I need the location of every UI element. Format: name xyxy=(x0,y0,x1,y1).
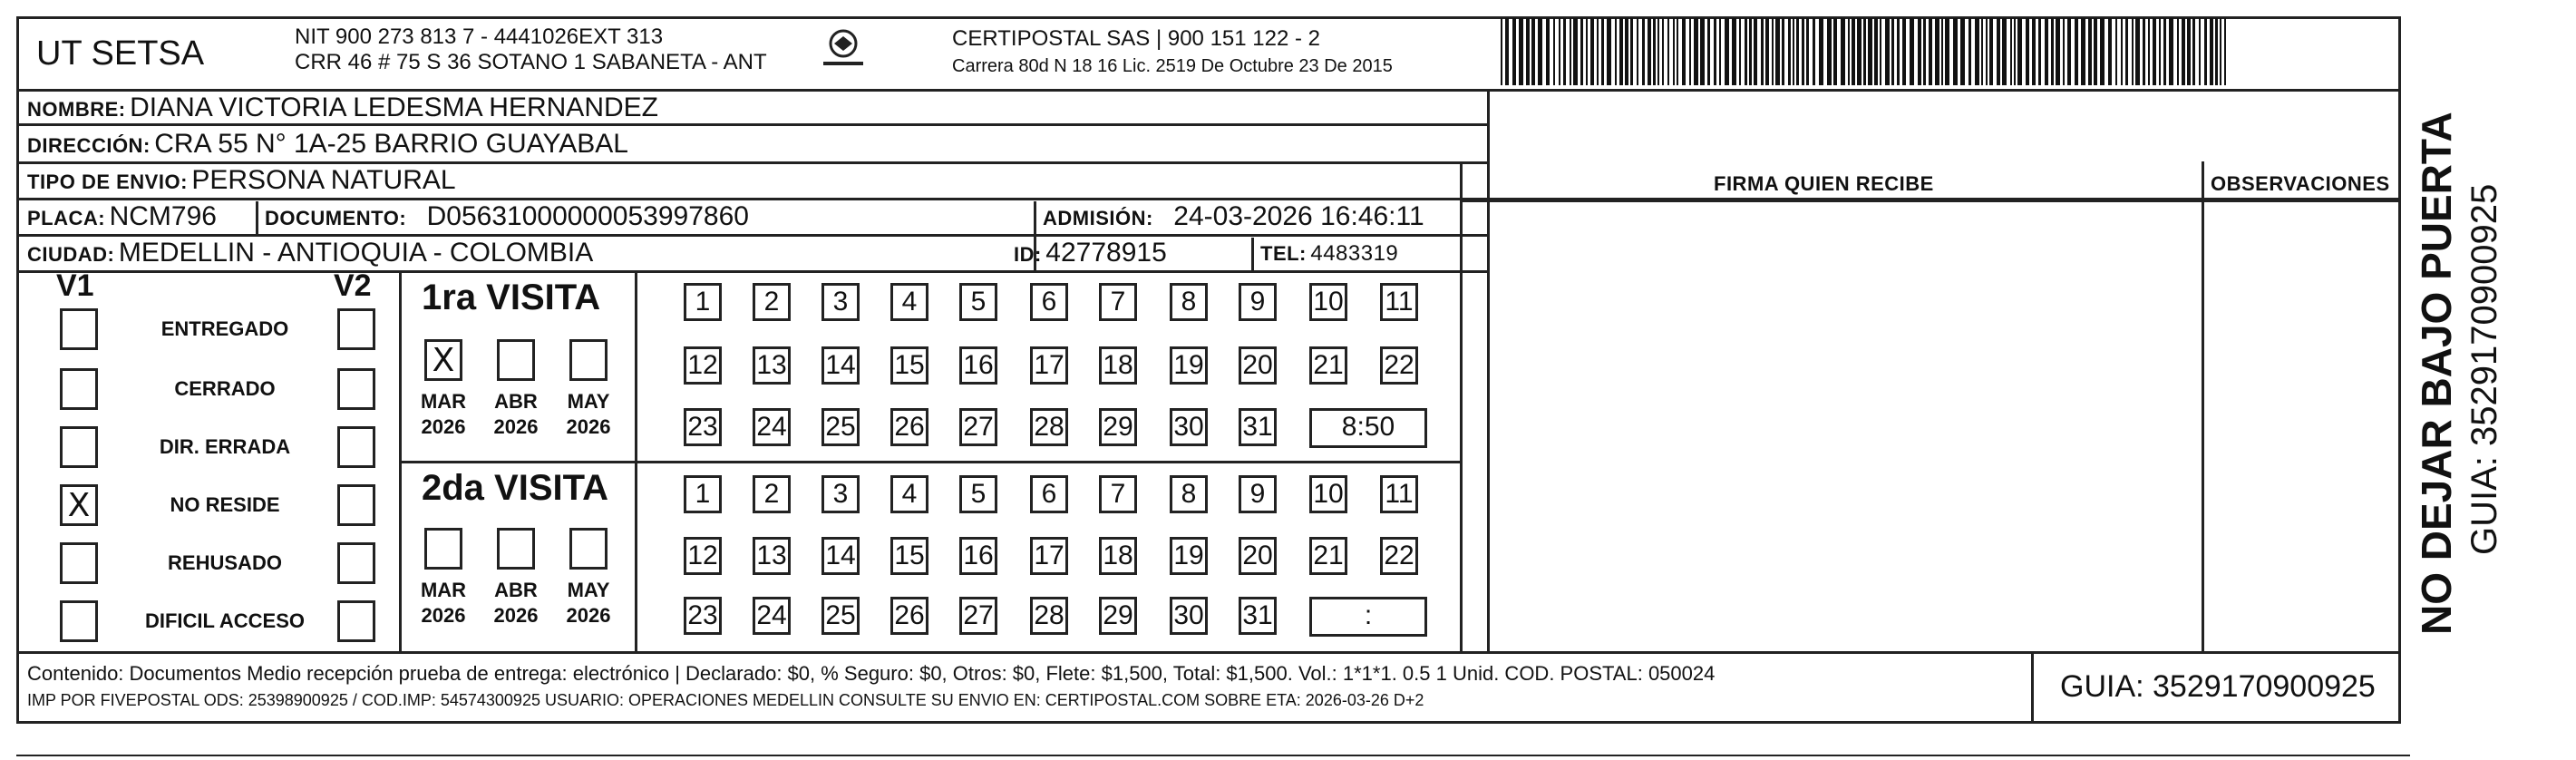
visit1-day-box[interactable]: 20 xyxy=(1239,346,1277,385)
visit2-year-label: 2026 xyxy=(421,604,466,627)
visit1-day-box[interactable]: 25 xyxy=(821,408,860,446)
v1-checkbox[interactable] xyxy=(60,542,98,584)
visit1-day-box[interactable]: 26 xyxy=(890,408,928,446)
visit2-day-box[interactable]: 28 xyxy=(1030,597,1068,635)
visit2-day-box[interactable]: 16 xyxy=(959,537,997,575)
visit2-day-box[interactable]: 15 xyxy=(890,537,928,575)
visit1-day-box[interactable]: 3 xyxy=(821,283,860,321)
visit2-day-box[interactable]: 8 xyxy=(1170,475,1208,513)
visit1-day-box[interactable]: 27 xyxy=(959,408,997,446)
certipostal-logo-icon xyxy=(816,27,870,73)
v1-label: V1 xyxy=(56,268,94,303)
visit1-month-label: MAR xyxy=(420,390,467,413)
visit2-title: 2da VISITA xyxy=(422,468,608,508)
v1-checkbox[interactable] xyxy=(60,426,98,468)
visit1-day-box[interactable]: 28 xyxy=(1030,408,1068,446)
visit2-day-box[interactable]: 31 xyxy=(1239,597,1277,635)
v2-checkbox[interactable] xyxy=(337,308,375,350)
visit2-day-box[interactable]: 14 xyxy=(821,537,860,575)
footer-guia: GUIA: 3529170900925 xyxy=(2060,669,2376,704)
visit1-day-box[interactable]: 30 xyxy=(1170,408,1208,446)
visit1-day-box[interactable]: 8 xyxy=(1170,283,1208,321)
visit2-day-box[interactable]: 29 xyxy=(1099,597,1137,635)
visit2-day-box[interactable]: 12 xyxy=(684,537,722,575)
signature-area[interactable] xyxy=(1463,203,2200,649)
visit2-year-label: 2026 xyxy=(566,604,611,627)
visit2-month-checkbox[interactable] xyxy=(497,528,535,570)
visit1-month-checkbox[interactable] xyxy=(569,339,608,381)
recipient-address: DIRECCIÓN: CRA 55 N° 1A-25 BARRIO GUAYABAL xyxy=(27,129,628,159)
v2-checkbox[interactable] xyxy=(337,484,375,526)
visit1-month-label: MAY xyxy=(567,390,610,413)
visit1-title: 1ra VISITA xyxy=(422,278,601,317)
visit2-month-label: MAY xyxy=(567,579,610,601)
visit2-day-box[interactable]: 1 xyxy=(684,475,722,513)
v2-checkbox[interactable] xyxy=(337,368,375,410)
shipment-type: TIPO DE ENVIO: PERSONA NATURAL xyxy=(27,165,456,195)
visit2-month-checkbox[interactable] xyxy=(569,528,608,570)
visit2-time-field[interactable]: : xyxy=(1309,597,1427,637)
plate: PLACA: NCM796 xyxy=(27,201,217,231)
status-label: DIFICIL ACCESO xyxy=(144,609,305,632)
visit2-day-box[interactable]: 27 xyxy=(959,597,997,635)
status-label: DIR. ERRADA xyxy=(159,435,291,458)
v2-checkbox[interactable] xyxy=(337,426,375,468)
visit1-month-checkbox[interactable] xyxy=(497,339,535,381)
visit1-day-box[interactable]: 22 xyxy=(1380,346,1418,385)
visit1-day-box[interactable]: 18 xyxy=(1099,346,1137,385)
v1-checkbox[interactable] xyxy=(60,368,98,410)
recipient-id: ID: 42778915 xyxy=(1014,238,1167,268)
visit1-time-field[interactable]: 8:50 xyxy=(1309,408,1427,448)
visit2-day-box[interactable]: 17 xyxy=(1030,537,1068,575)
visit1-day-box[interactable]: 2 xyxy=(753,283,791,321)
visit2-day-box[interactable]: 18 xyxy=(1099,537,1137,575)
visit2-month-label: MAR xyxy=(420,579,467,601)
carrier-line: CERTIPOSTAL SAS | 900 151 122 - 2 xyxy=(952,26,1320,51)
visit1-day-box[interactable]: 12 xyxy=(684,346,722,385)
visit1-day-box[interactable]: 6 xyxy=(1030,283,1068,321)
visit2-day-box[interactable]: 23 xyxy=(684,597,722,635)
visit2-year-label: 2026 xyxy=(493,604,539,627)
visit2-day-box[interactable]: 9 xyxy=(1239,475,1277,513)
v2-checkbox[interactable] xyxy=(337,542,375,584)
visit2-day-box[interactable]: 30 xyxy=(1170,597,1208,635)
admission: ADMISIÓN: 24-03-2026 16:46:11 xyxy=(1043,201,1424,231)
v2-label: V2 xyxy=(334,268,372,303)
visit2-day-box[interactable]: 2 xyxy=(753,475,791,513)
visit2-day-box[interactable]: 5 xyxy=(959,475,997,513)
visit2-day-box[interactable]: 13 xyxy=(753,537,791,575)
visit1-month-label: ABR xyxy=(494,390,538,413)
visit1-day-box[interactable]: 9 xyxy=(1239,283,1277,321)
visit1-day-box[interactable]: 19 xyxy=(1170,346,1208,385)
observations-area[interactable] xyxy=(2205,203,2397,649)
visit1-month-checkbox[interactable]: X xyxy=(424,339,462,381)
visit2-month-checkbox[interactable] xyxy=(424,528,462,570)
company-name: UT SETSA xyxy=(36,34,205,73)
visit2-day-box[interactable]: 6 xyxy=(1030,475,1068,513)
footer-contents: Contenido: Documentos Medio recepción prueba de entrega: electrónico | Declarado: $0, % Seguro: $0, Otros: $0, Flete: $1,500, Total: $1,500. Vol.: 1*1*1. 0.5 1 Unid. COD. POSTAL: 050024 xyxy=(27,662,1716,685)
visit1-day-box[interactable]: 10 xyxy=(1309,283,1347,321)
v1-checkbox[interactable] xyxy=(60,600,98,642)
license-line: Carrera 80d N 18 16 Lic. 2519 De Octubre 23 De 2015 xyxy=(952,56,1393,76)
recipient-tel: TEL: 4483319 xyxy=(1260,241,1399,266)
visit1-day-box[interactable]: 4 xyxy=(890,283,928,321)
visit2-day-box[interactable]: 26 xyxy=(890,597,928,635)
visit1-day-box[interactable]: 16 xyxy=(959,346,997,385)
footer-imp: IMP POR FIVEPOSTAL ODS: 25398900925 / COD.IMP: 54574300925 USUARIO: OPERACIONES MEDELLIN CONSULTE SU ENVIO EN: CERTIPOSTAL.COM SOBRE ETA: 2026-03-26 D+2 xyxy=(27,691,1424,709)
visit1-year-label: 2026 xyxy=(566,415,611,438)
visit1-day-box[interactable]: 23 xyxy=(684,408,722,446)
side-guia: GUIA: 3529170900925 xyxy=(2464,183,2504,555)
visit2-day-box[interactable]: 24 xyxy=(753,597,791,635)
visit2-day-box[interactable]: 4 xyxy=(890,475,928,513)
visit1-day-box[interactable]: 14 xyxy=(821,346,860,385)
recipient-name: NOMBRE: DIANA VICTORIA LEDESMA HERNANDEZ xyxy=(27,93,658,122)
address-line: CRR 46 # 75 S 36 SOTANO 1 SABANETA - ANT xyxy=(295,50,767,74)
visit1-day-box[interactable]: 13 xyxy=(753,346,791,385)
visit2-day-box[interactable]: 19 xyxy=(1170,537,1208,575)
status-label: REHUSADO xyxy=(168,551,282,574)
v1-checkbox[interactable]: X xyxy=(60,484,98,526)
visit2-month-label: ABR xyxy=(494,579,538,601)
visit1-day-box[interactable]: 11 xyxy=(1380,283,1418,321)
visit2-day-box[interactable]: 11 xyxy=(1380,475,1418,513)
v1-checkbox[interactable] xyxy=(60,308,98,350)
visit1-day-box[interactable]: 15 xyxy=(890,346,928,385)
side-warning: NO DEJAR BAJO PUERTA xyxy=(2413,112,2460,635)
visit1-day-box[interactable]: 17 xyxy=(1030,346,1068,385)
status-label: ENTREGADO xyxy=(160,317,289,340)
nit-line: NIT 900 273 813 7 - 4441026EXT 313 xyxy=(295,24,664,49)
visit2-day-box[interactable]: 21 xyxy=(1309,537,1347,575)
visit1-day-box[interactable]: 24 xyxy=(753,408,791,446)
visit1-day-box[interactable]: 21 xyxy=(1309,346,1347,385)
visit2-day-box[interactable]: 3 xyxy=(821,475,860,513)
status-label: CERRADO xyxy=(174,377,276,400)
visit1-year-label: 2026 xyxy=(493,415,539,438)
visit1-day-box[interactable]: 7 xyxy=(1099,283,1137,321)
visit1-day-box[interactable]: 1 xyxy=(684,283,722,321)
visit1-day-box[interactable]: 31 xyxy=(1239,408,1277,446)
signature-header: FIRMA QUIEN RECIBE xyxy=(1714,172,1934,195)
visit2-day-box[interactable]: 7 xyxy=(1099,475,1137,513)
observations-header: OBSERVACIONES xyxy=(2211,172,2390,195)
visit2-day-box[interactable]: 10 xyxy=(1309,475,1347,513)
visit2-day-box[interactable]: 22 xyxy=(1380,537,1418,575)
v2-checkbox[interactable] xyxy=(337,600,375,642)
visit1-year-label: 2026 xyxy=(421,415,466,438)
barcode-icon xyxy=(1501,18,2226,85)
status-label: NO RESIDE xyxy=(170,493,280,516)
visit2-day-box[interactable]: 25 xyxy=(821,597,860,635)
city: CIUDAD: MEDELLIN - ANTIOQUIA - COLOMBIA xyxy=(27,238,594,268)
visit1-day-box[interactable]: 5 xyxy=(959,283,997,321)
visit2-day-box[interactable]: 20 xyxy=(1239,537,1277,575)
document: DOCUMENTO: D05631000000053997860 xyxy=(265,201,749,231)
visit1-day-box[interactable]: 29 xyxy=(1099,408,1137,446)
